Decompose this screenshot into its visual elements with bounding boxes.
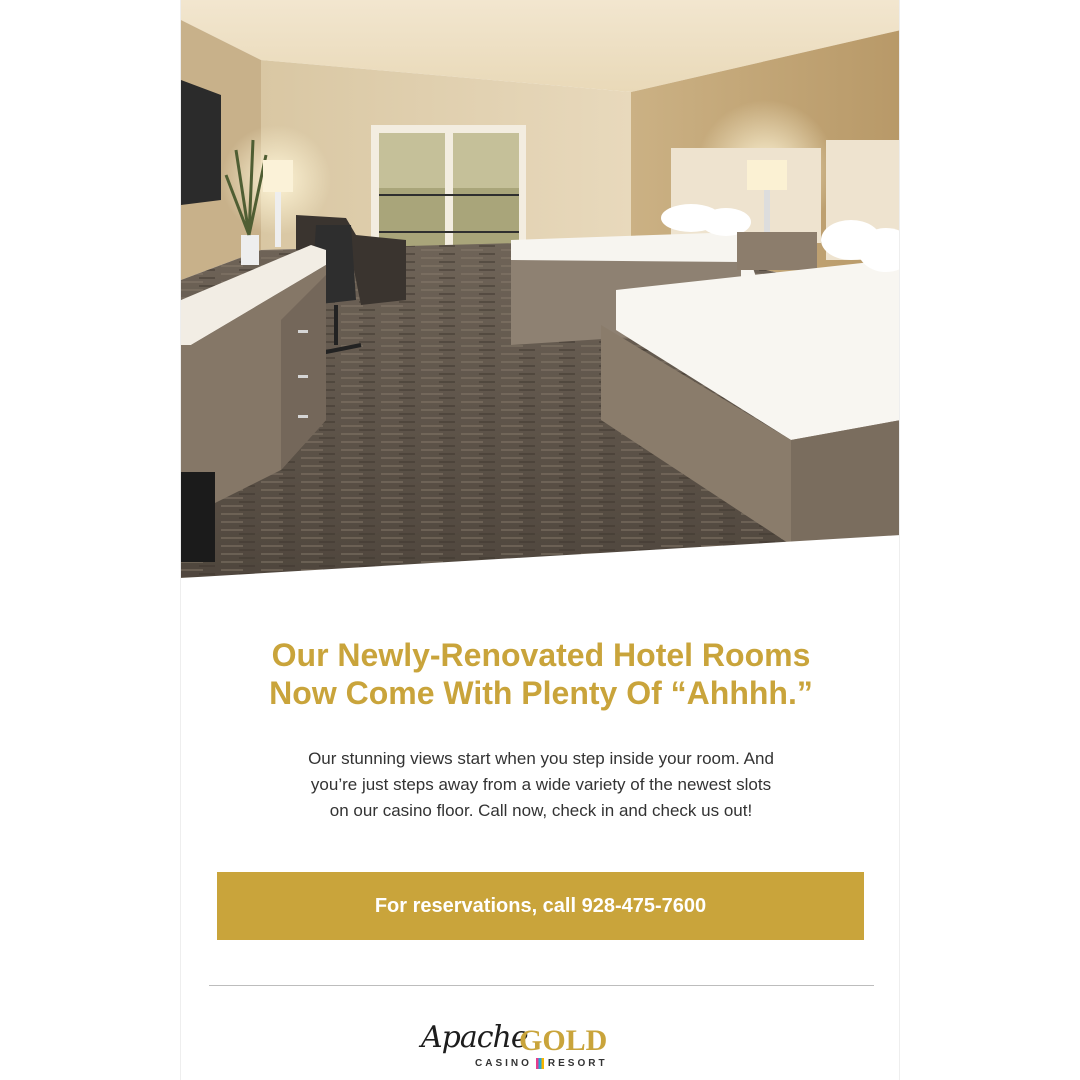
body-copy [271, 746, 811, 824]
apache-gold-logo[interactable] [417, 1018, 667, 1074]
divider [209, 985, 874, 986]
logo-gold: GOLD [519, 1024, 608, 1057]
email-container [180, 0, 900, 1080]
hero-image [181, 0, 900, 580]
body-line-3: on our casino floor. Call now, check in and check us out! [329, 801, 753, 820]
logo-script: Apache [421, 1020, 528, 1055]
body-line-1: Our stunning views start when you step inside your room. And [308, 749, 774, 768]
headline-line-2: Now Come With Plenty Of “Ahhhh.” [269, 675, 813, 711]
logo-sub-left: CASINO [475, 1058, 532, 1069]
reservations-button[interactable]: For reservations, call 928-475-7600 [217, 872, 864, 940]
body-line-2: you’re just steps away from a wide variety of the newest slots [310, 775, 772, 794]
logo-sub-right: RESORT [547, 1058, 608, 1069]
logo-subtitle [475, 1058, 608, 1069]
headline [181, 636, 900, 712]
headline-line-1: Our Newly-Renovated Hotel Rooms [271, 637, 811, 673]
logo-stripe-icon [536, 1058, 544, 1069]
